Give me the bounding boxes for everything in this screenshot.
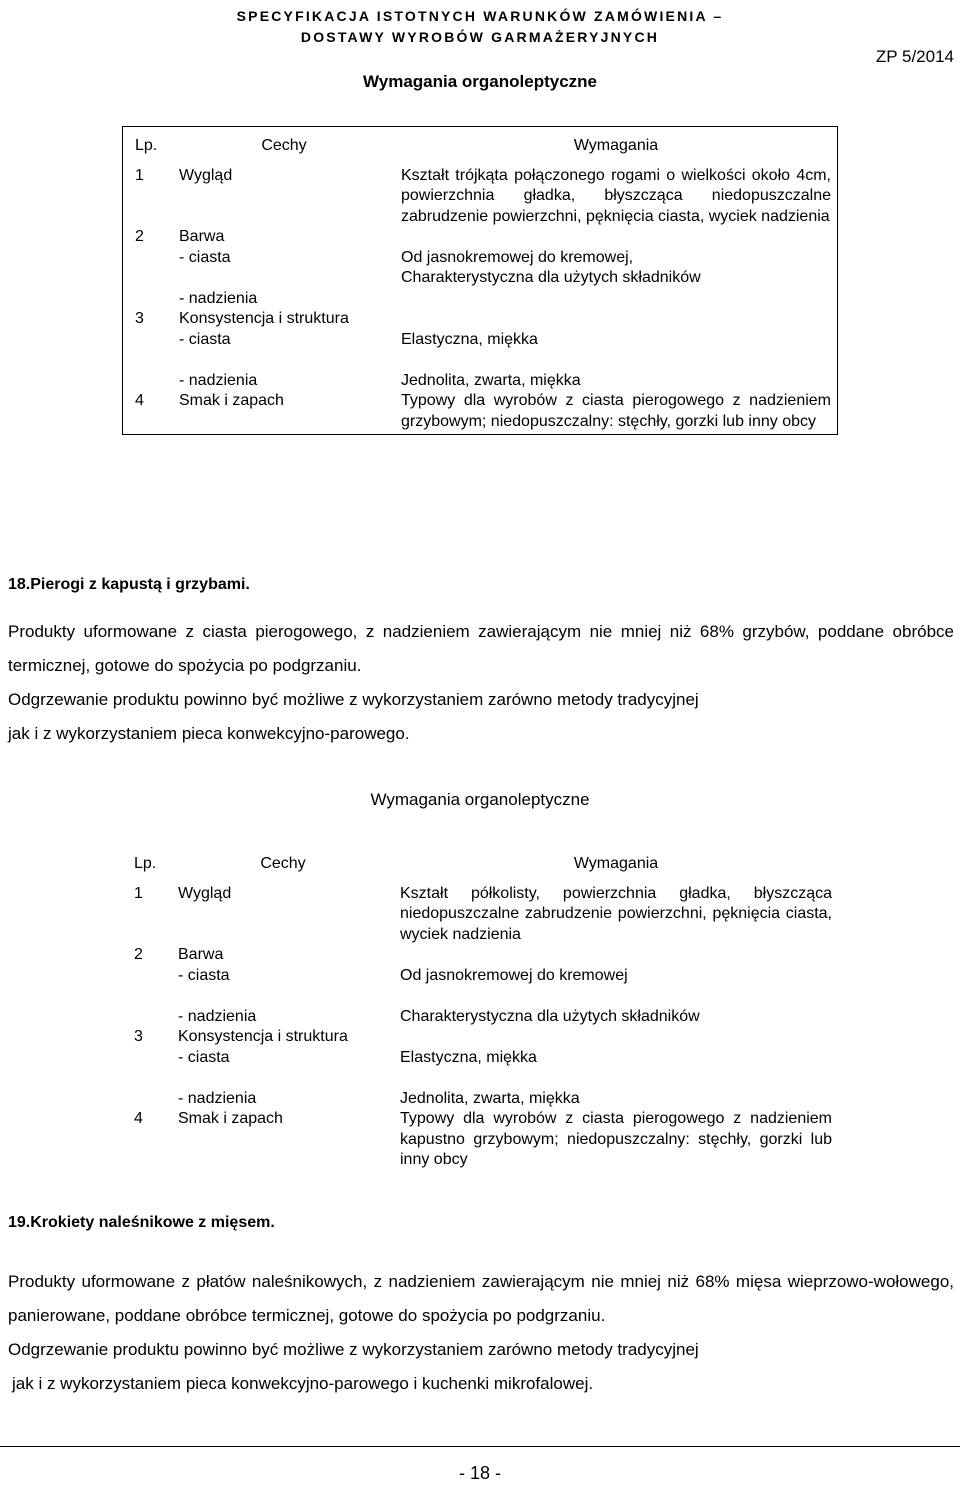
- col-cechy-header: Cechy: [260, 855, 306, 872]
- row-lp: 4: [135, 392, 144, 409]
- table-row: [122, 945, 838, 1027]
- table-row: [123, 309, 838, 391]
- row-wymaganie: Typowy dla wyrobów z ciasta pierogowego z nadzieniem kapustno grzybowym; niedopuszczalny: stęchły, gorzki lub inny obcy: [400, 1110, 832, 1168]
- page-number: - 18 -: [458, 1463, 501, 1483]
- row-cecha: Wygląd: [178, 884, 232, 902]
- row-wymaganie: Elastyczna, miękka Jednolita, zwarta, miękka: [400, 1048, 580, 1107]
- row-lp: 4: [134, 1110, 143, 1127]
- section1-title: Wymagania organoleptyczne: [363, 72, 597, 91]
- item19-paragraph-2a: Odgrzewanie produktu powinno być możliwe z wykorzystaniem zarówno metody tradycyjnej: [8, 1340, 699, 1359]
- row-lp: 3: [134, 1028, 143, 1045]
- row-wymaganie: Typowy dla wyrobów z ciasta pierogowego z nadzieniem grzybowym; niedopuszczalny: stęchły, gorzki lub inny obcy: [401, 392, 831, 430]
- row-cecha: Wygląd: [179, 166, 233, 184]
- item18-description: [8, 615, 954, 751]
- section2-title: Wymagania organoleptyczne: [370, 790, 590, 809]
- row-wymaganie: Od jasnokremowej do kremowej, Charakterystyczna dla użytych składników: [401, 248, 701, 286]
- table-row: [122, 1027, 838, 1109]
- item19-description: [8, 1265, 954, 1401]
- row-lp: 2: [134, 946, 143, 963]
- col-lp-header: Lp.: [135, 137, 158, 154]
- table-row: [123, 227, 838, 309]
- footer-divider: [0, 1446, 960, 1447]
- row-cecha: Barwa - ciasta - nadzienia: [178, 946, 257, 1025]
- header-line-1: SPECYFIKACJA ISTOTNYCH WARUNKÓW ZAMÓWIENIA –: [236, 8, 724, 24]
- document-code: ZP 5/2014: [875, 47, 954, 66]
- requirements-table-2: [122, 845, 838, 1171]
- col-lp-header: Lp.: [134, 855, 157, 872]
- row-lp: 2: [135, 228, 144, 245]
- row-lp: 1: [134, 884, 143, 902]
- row-cecha: Smak i zapach: [178, 1110, 283, 1127]
- col-cechy-header: Cechy: [261, 137, 307, 154]
- row-wymaganie: Kształt półkolisty, powierzchnia gładka, błyszcząca niedopuszczalne zabrudzenie powierzchni, pęknięcia ciasta, wyciek nadzienia: [400, 884, 832, 943]
- col-wymagania-header: Wymagania: [573, 137, 659, 154]
- row-cecha: Smak i zapach: [179, 392, 284, 409]
- col-wymagania-header: Wymagania: [573, 855, 659, 872]
- requirements-table-1: [122, 126, 838, 435]
- table-row: [122, 1109, 838, 1171]
- item18-paragraph-1: Produkty uformowane z ciasta pierogowego, z nadzieniem zawierającym nie mniej niż 68% grzybów, poddane obróbce termicznej, gotowe do spożycia po podgrzaniu.: [8, 622, 954, 675]
- row-cecha: Konsystencja i struktura - ciasta - nadzienia: [179, 310, 349, 389]
- row-lp: 1: [135, 166, 144, 184]
- table-row: [123, 166, 838, 228]
- document-header: [0, 6, 960, 48]
- row-cecha: Konsystencja i struktura - ciasta - nadzienia: [178, 1028, 348, 1107]
- item19-heading: 19.Krokiety naleśnikowe z mięsem.: [8, 1214, 275, 1231]
- table-header-row: [122, 845, 838, 884]
- header-line-2: DOSTAWY WYROBÓW GARMAŻERYJNYCH: [300, 29, 660, 45]
- table-header-row: [123, 127, 838, 166]
- row-wymaganie: Kształt trójkąta połączonego rogami o wielkości około 4cm, powierzchnia gładka, błyszcząca niedopuszczalne zabrudzenie powierzchni, pęknięcia ciasta, wyciek nadzienia: [401, 166, 831, 225]
- row-wymaganie: Od jasnokremowej do kremowej Charakterystyczna dla użytych składników: [400, 966, 700, 1025]
- item19-paragraph-2b: jak i z wykorzystaniem pieca konwekcyjno-parowego i kuchenki mikrofalowej.: [12, 1374, 594, 1393]
- item19-paragraph-1: Produkty uformowane z płatów naleśnikowych, z nadzieniem zawierającym nie mniej niż 68% mięsa wieprzowo-wołowego, panierowane, poddane obróbce termicznej, gotowe do spożycia po podgrzaniu.: [8, 1272, 954, 1325]
- row-cecha: Barwa - ciasta - nadzienia: [179, 228, 258, 307]
- item18-paragraph-2b: jak i z wykorzystaniem pieca konwekcyjno-parowego.: [8, 724, 410, 743]
- table-row: [122, 884, 838, 946]
- row-wymaganie: Elastyczna, miękka Jednolita, zwarta, miękka: [401, 330, 581, 389]
- item18-heading: 18.Pierogi z kapustą i grzybami.: [8, 576, 250, 593]
- row-lp: 3: [135, 310, 144, 327]
- table-row: [123, 391, 838, 435]
- item18-paragraph-2a: Odgrzewanie produktu powinno być możliwe z wykorzystaniem zarówno metody tradycyjnej: [8, 690, 699, 709]
